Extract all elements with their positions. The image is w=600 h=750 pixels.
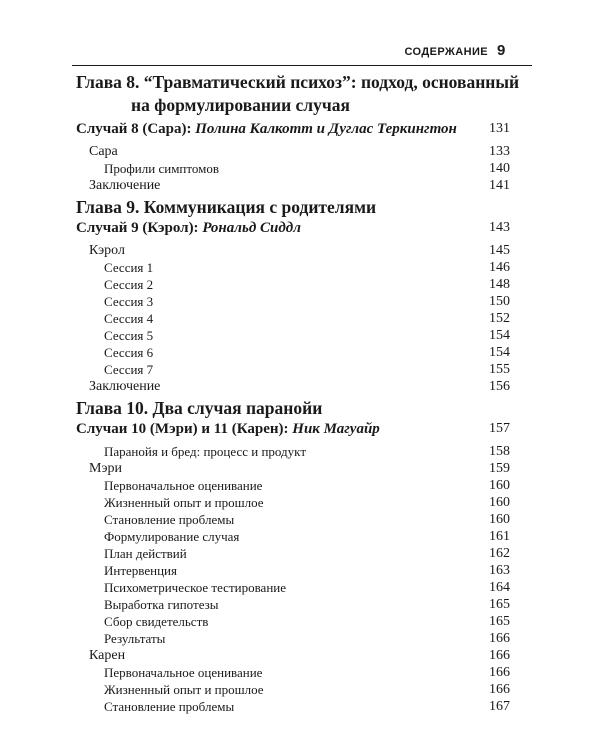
page-number: 154 (489, 328, 510, 343)
running-header-page-number: 9 (497, 42, 506, 59)
entry-label: Сессия 6 (104, 345, 154, 360)
page-number: 165 (489, 614, 510, 629)
entry-label: План действий (104, 546, 187, 561)
entry-label: Выработка гипотезы (104, 597, 219, 612)
page-number: 141 (489, 178, 510, 193)
case-label: Случай 9 (Кэрол): (76, 220, 203, 236)
entry-label: Жизненный опыт и прошлое (104, 495, 264, 510)
page-number: 157 (489, 421, 510, 436)
entry-label: Профили симптомов (104, 161, 220, 176)
page-number: 143 (489, 220, 510, 235)
page-number: 145 (489, 243, 510, 258)
page-number: 159 (489, 461, 510, 476)
page-number: 160 (489, 512, 510, 527)
entry-label: Результаты (104, 631, 166, 646)
page-number: 160 (489, 495, 510, 510)
entry-label: Мэри (89, 461, 122, 476)
entry-label: Сбор свидетельств (104, 614, 209, 629)
chapter-title: Глава 9. Коммуникация с родителями (76, 197, 377, 217)
case-authors: Ник Магуайр (292, 421, 380, 437)
page-number: 165 (489, 597, 510, 612)
page-number: 158 (489, 444, 510, 459)
entry-label: Психометрическое тестирование (104, 580, 287, 595)
entry-label: Первоначальное оценивание (104, 478, 263, 493)
entry-label: Сессия 7 (104, 362, 154, 377)
entry-label: Жизненный опыт и прошлое (104, 682, 264, 697)
entry-label: Интервенция (104, 563, 177, 578)
entry-label: Становление проблемы (104, 699, 235, 714)
case-authors: Рональд Сиддл (202, 220, 301, 236)
page-number: 167 (489, 699, 510, 714)
entry-label: Становление проблемы (104, 512, 235, 527)
case-authors: Полина Калкотт и Дуглас Теркингтон (195, 121, 457, 137)
page-number: 164 (489, 580, 510, 595)
page-number: 133 (489, 144, 510, 159)
entry-label: Сара (89, 144, 118, 159)
page-number: 156 (489, 379, 510, 394)
page-number: 131 (489, 121, 510, 136)
entry-label: Сессия 2 (104, 277, 154, 292)
entry-label: Кэрол (89, 243, 125, 258)
page-number: 150 (489, 294, 510, 309)
page-number: 148 (489, 277, 510, 292)
running-header-title: СОДЕРЖАНИЕ (404, 46, 488, 58)
page-number: 152 (489, 311, 510, 326)
entry-label: Сессия 3 (104, 294, 154, 309)
chapter-title: Глава 8. “Травматический психоз”: подход, основанный (76, 72, 520, 92)
chapter-title: Глава 10. Два случая паранойи (76, 398, 323, 418)
page-number: 161 (489, 529, 510, 544)
running-header (0, 44, 600, 62)
entry-label: Первоначальное оценивание (104, 665, 263, 680)
entry-label: Сессия 1 (104, 260, 154, 275)
page-number: 162 (489, 546, 510, 561)
page-number: 154 (489, 345, 510, 360)
header-rule (72, 65, 532, 66)
entry-label: Сессия 4 (104, 311, 154, 326)
page-number: 146 (489, 260, 510, 275)
case-label: Случаи 10 (Мэри) и 11 (Карен): (76, 421, 293, 437)
page-number: 166 (489, 682, 510, 697)
entry-label: Сессия 5 (104, 328, 154, 343)
page-number: 160 (489, 478, 510, 493)
entry-label: Формулирование случая (104, 529, 240, 544)
entry-label: Заключение (89, 178, 161, 193)
entry-label: Заключение (89, 379, 161, 394)
case-label: Случай 8 (Сара): (76, 121, 196, 137)
page-number: 166 (489, 631, 510, 646)
entry-label: Паранойя и бред: процесс и продукт (104, 444, 306, 459)
chapter-title-line2: на формулировании случая (131, 95, 350, 115)
page-number: 140 (489, 161, 510, 176)
page-number: 166 (489, 648, 510, 663)
page-number: 166 (489, 665, 510, 680)
page-number: 155 (489, 362, 510, 377)
entry-label: Карен (89, 648, 126, 663)
page-number: 163 (489, 563, 510, 578)
